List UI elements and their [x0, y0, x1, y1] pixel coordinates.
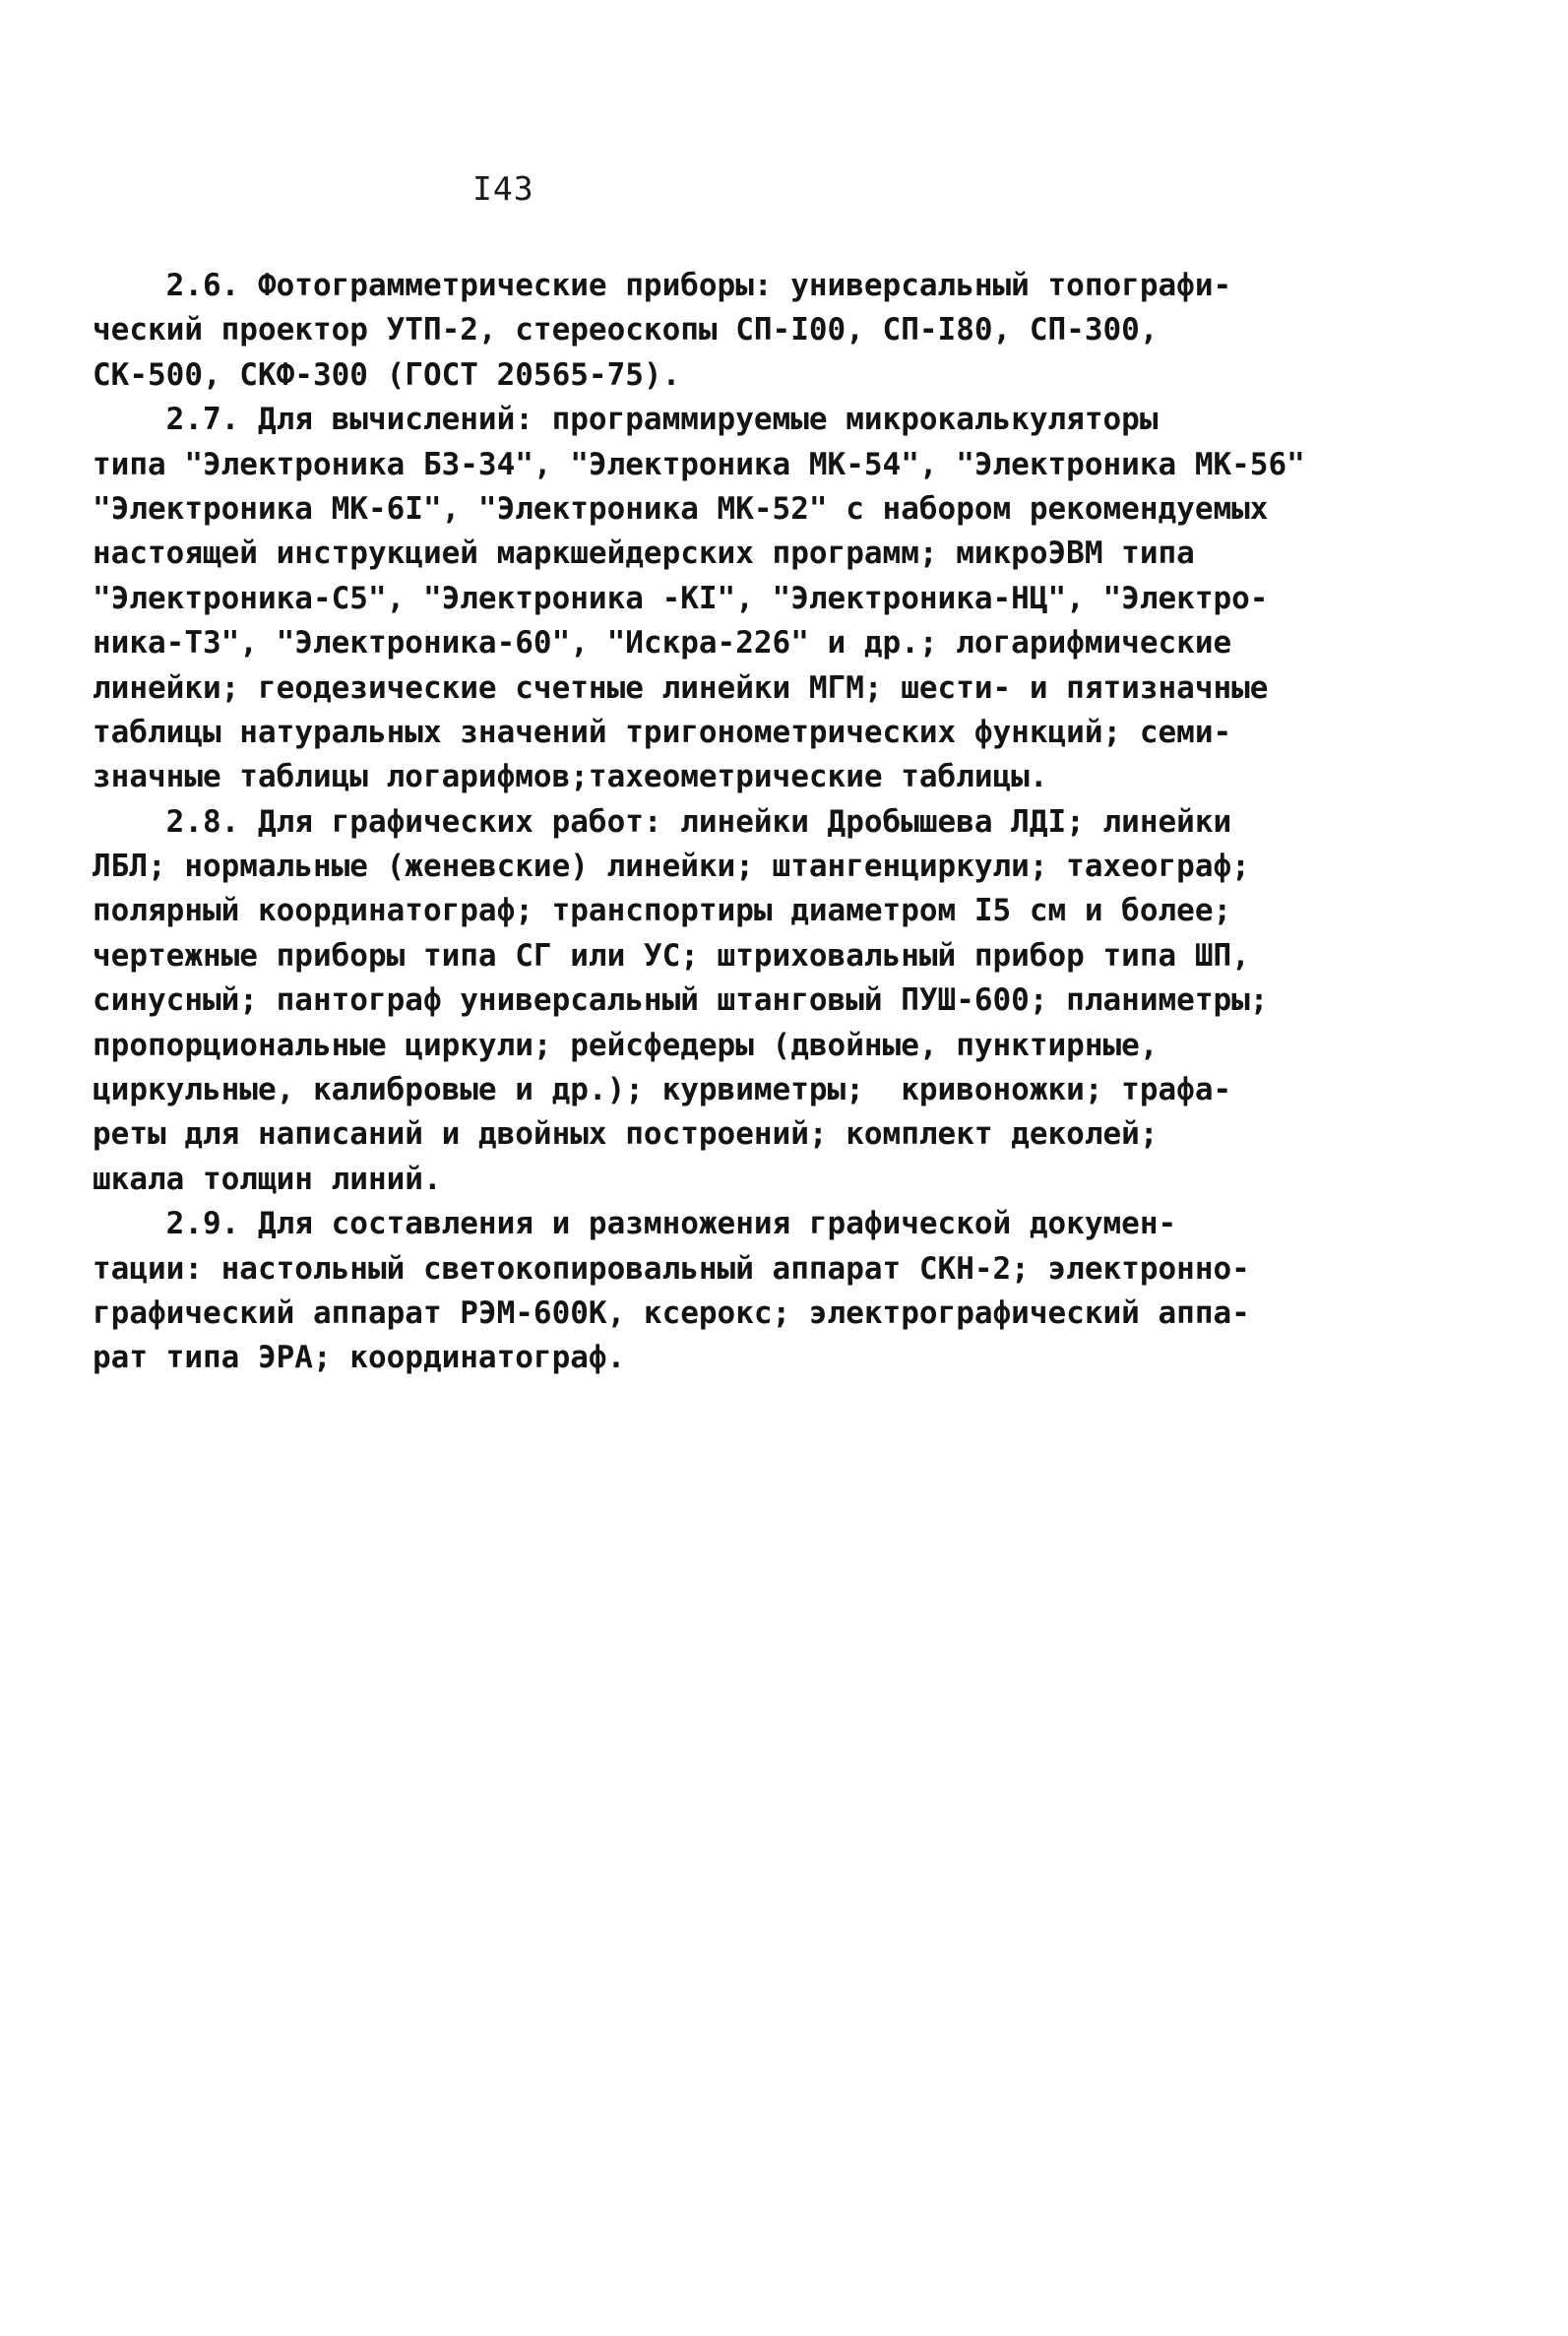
text-line: рат типа ЭРА; координатограф. [93, 1340, 626, 1376]
text-line: линейки; геодезические счетные линейки МГМ; шести- и пятизначные [93, 669, 1269, 706]
text-line: 2.9. Для составления и размножения графической докумен- [93, 1206, 1177, 1242]
text-line: "Электроника МК-6I", "Электроника МК-52" с набором рекомендуемых [93, 490, 1269, 527]
text-line: циркульные, калибровые и др.); курвиметры; кривоножки; трафа- [93, 1072, 1232, 1108]
text-line: значные таблицы логарифмов;тахеометрические таблицы. [93, 759, 1048, 795]
page-number: I43 [472, 169, 534, 208]
text-line: реты для написаний и двойных построений; комплект деколей; [93, 1116, 1159, 1153]
text-line: тации: настольный светокопировальный аппарат СКН-2; электронно- [93, 1250, 1250, 1287]
text-line: 2.8. Для графических работ: линейки Дробышева ЛДI; линейки [93, 803, 1232, 840]
text-line: СК-500, СКФ-300 (ГОСТ 20565-75). [93, 356, 681, 393]
text-line: синусный; пантограф универсальный штанговый ПУШ-600; планиметры; [93, 982, 1269, 1019]
text-line: типа "Электроника Б3-34", "Электроника МК-54", "Электроника МК-56" [93, 446, 1305, 482]
text-line: чертежные приборы типа СГ или УС; штриховальный прибор типа ШП, [93, 937, 1250, 974]
text-line: "Электроника-С5", "Электроника -КI", "Электроника-НЦ", "Электро- [93, 580, 1269, 616]
text-line: ника-Т3", "Электроника-60", "Искра-226" и др.; логарифмические [93, 625, 1232, 662]
text-line: 2.7. Для вычислений: программируемые микрокалькуляторы [93, 402, 1159, 438]
text-line: пропорциональные циркули; рейсфедеры (двойные, пунктирные, [93, 1027, 1159, 1063]
document-body [93, 264, 1333, 1381]
text-line: шкала толщин линий. [93, 1161, 442, 1197]
text-line: полярный координатограф; транспортиры диаметром I5 см и более; [93, 893, 1232, 929]
text-line: настоящей инструкцией маркшейдерских программ; микроЭВМ типа [93, 536, 1195, 572]
text-line: графический аппарат РЭМ-600К, ксерокс; электрографический аппа- [93, 1294, 1250, 1331]
text-line: ЛБЛ; нормальные (женевские) линейки; штангенциркули; тахеограф; [93, 849, 1250, 885]
text-line: таблицы натуральных значений тригонометрических функций; семи- [93, 714, 1232, 750]
text-line: ческий проектор УТП-2, стереоскопы СП-I00, СП-I80, СП-300, [93, 312, 1159, 348]
text-line: 2.6. Фотограмметрические приборы: универсальный топографи- [93, 268, 1232, 303]
